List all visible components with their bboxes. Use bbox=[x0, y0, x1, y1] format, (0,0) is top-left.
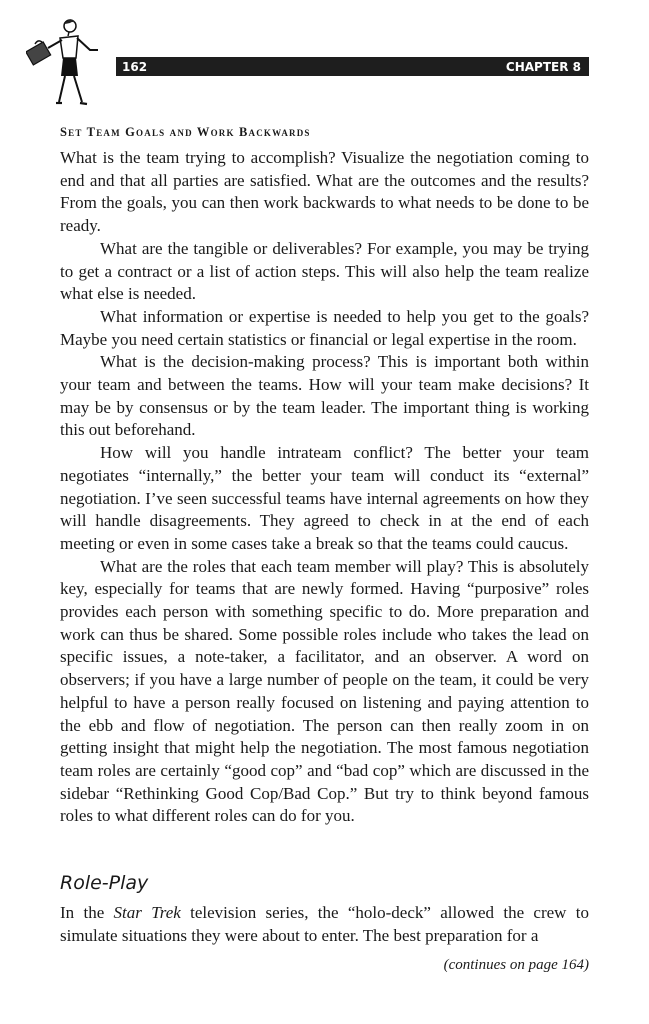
paragraph: What is the team trying to accomplish? Visualize the negotiation coming to end and that all parties are satisfied. What are the outcomes and the results? From the goals, you can then work backwards to what needs to be done to be ready. bbox=[60, 148, 589, 236]
section-heading: Set Team Goals and Work Backwards bbox=[60, 125, 311, 139]
paragraph: What are the roles that each team member will play? This is absolutely key, especially for teams that are newly formed. Having “purposive” roles provides each person with something specific to do. More preparation and work can thus be shared. Some possible roles include who takes the lead on specific issues, a note-taker, a facilitator, and an observer. A word on observers; if you have a large number of people on the team, it could be very helpful to have a person really focused on listening and paying attention to the ebb and flow of negotiation. The person can then really zoom in on getting insight that might help the negotiation. The most famous negotiation team roles are certainly “good cop” and “bad cop” which are discussed in the sidebar “Rethinking Good Cop/Bad Cop.” But try to think beyond famous roles to what different roles can do for you. bbox=[60, 556, 589, 826]
page-number: 162 bbox=[122, 59, 148, 74]
subheading: Role-Play bbox=[60, 872, 149, 894]
businesswoman-icon bbox=[26, 16, 110, 108]
paragraph: How will you handle intrateam conflict? The better your team negotiates “internally,” the better your team will conduct its “external” negotiation. I’ve seen successful teams have internal agreements on how they will handle disagreements. They agreed to check in at the end of each meeting or even in some cases take a break so that the teams could caucus. bbox=[60, 443, 589, 553]
paragraph: What is the decision-making process? This is important both within your team and between the teams. How will your team make decisions? It may be by consensus or by the team leader. The important thing is working this out beforehand. bbox=[60, 352, 589, 440]
body-text bbox=[60, 147, 589, 828]
running-header bbox=[116, 57, 589, 76]
series-title: Star Trek bbox=[113, 903, 181, 922]
chapter-label: CHAPTER 8 bbox=[505, 59, 581, 74]
paragraph: In the Star Trek television series, the “holo-deck” allowed the crew to simulate situations they were about to enter. The best preparation for a bbox=[60, 903, 589, 945]
roleplay-text bbox=[60, 902, 589, 947]
continues-note: (continues on page 164) bbox=[443, 957, 589, 973]
paragraph: What are the tangible or deliverables? For example, you may be trying to get a contract or a list of action steps. This will also help the team realize what else is needed. bbox=[60, 238, 589, 304]
paragraph: What information or expertise is needed to help you get to the goals? Maybe you need certain statistics or financial or legal expertise in the room. bbox=[60, 306, 589, 349]
